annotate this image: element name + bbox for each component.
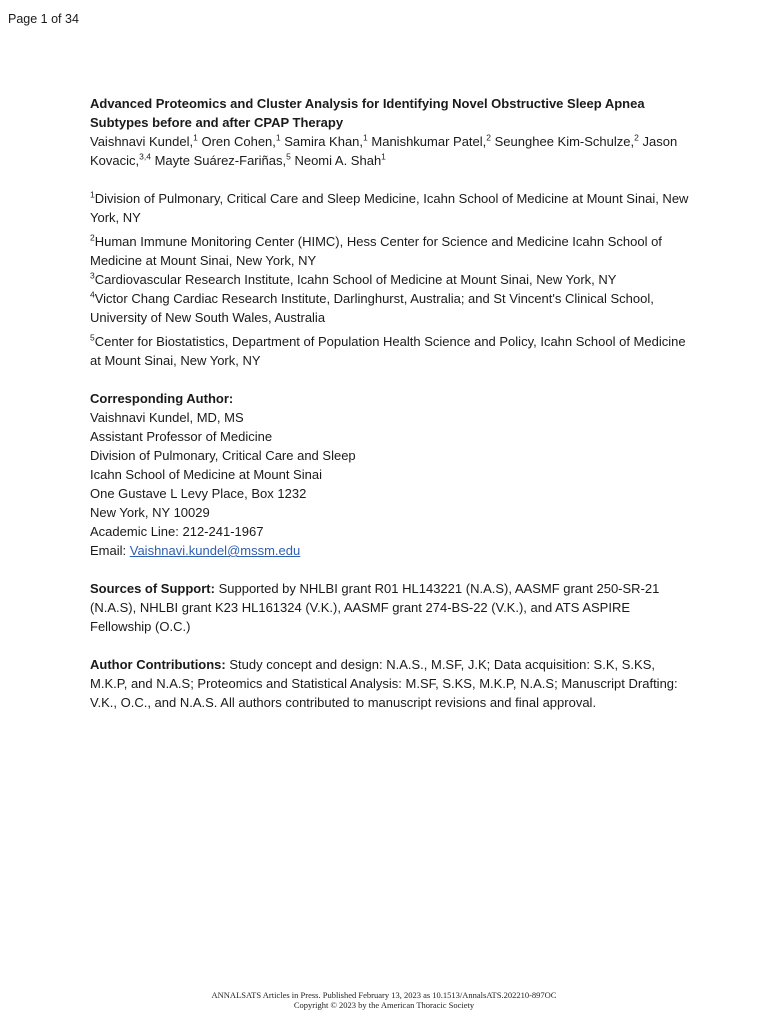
title-page-content xyxy=(90,94,690,712)
author-contributions xyxy=(90,655,690,712)
sources-of-support-label: Sources of Support: xyxy=(90,581,215,596)
corresponding-author-line: Icahn School of Medicine at Mount Sinai xyxy=(90,467,322,482)
affiliation-list xyxy=(90,189,690,370)
author-contributions-label: Author Contributions: xyxy=(90,657,226,672)
email-line xyxy=(90,541,690,560)
author-list xyxy=(90,132,690,170)
email-label: Email: xyxy=(90,543,127,558)
affiliation-marker: 5 xyxy=(90,332,95,343)
author-affiliation-marker: 1 xyxy=(275,132,281,143)
corresponding-author-line: Division of Pulmonary, Critical Care and Sleep xyxy=(90,448,356,463)
affiliation-2 xyxy=(90,232,690,270)
affiliation-1 xyxy=(90,189,690,227)
corresponding-author-line: Vaishnavi Kundel, MD, MS xyxy=(90,410,244,425)
affiliation-3 xyxy=(90,270,690,289)
author-contributions-text: Study concept and design: N.A.S., M.SF, J.K; Data acquisition: S.K, S.KS, M.K.P, and N.A.S; Proteomics and Statistical Analysis: M.SF, S.KS, M.K.P, N.A.S; Manuscript Drafting: V.K., O.C., and N.A.S. All authors contributed to manuscript revisions and final approval. xyxy=(90,657,678,710)
affiliation-text: Victor Chang Cardiac Research Institute, Darlinghurst, Australia; and St Vincent's Clinical School, University of New South Wales, Australia xyxy=(90,291,654,325)
author: Seunghee Kim-Schulze, xyxy=(494,134,635,149)
author: Oren Cohen, xyxy=(201,134,276,149)
author: Manishkumar Patel, xyxy=(371,134,487,149)
author-affiliation-marker: 3,4 xyxy=(139,151,151,162)
affiliation-text: Cardiovascular Research Institute, Icahn School of Medicine at Mount Sinai, New York, NY xyxy=(94,272,617,287)
author: Jason Kovacic, xyxy=(90,134,678,168)
corresponding-author-line: Academic Line: 212-241-1967 xyxy=(90,524,264,539)
affiliation-marker: 1 xyxy=(90,189,95,200)
affiliation-text: Human Immune Monitoring Center (HIMC), Hess Center for Science and Medicine Icahn School of Medicine at Mount Sinai, New York, NY xyxy=(90,234,662,268)
author-affiliation-marker: 2 xyxy=(486,132,492,143)
footer-publication-line: ANNALSATS Articles in Press. Published February 13, 2023 as 10.1513/AnnalsATS.202210-897OC xyxy=(211,990,557,1000)
author-affiliation-marker: 1 xyxy=(363,132,368,143)
sources-of-support-text: Supported by NHLBI grant R01 HL143221 (N.A.S), AASMF grant 250-SR-21 (N.A.S), NHLBI grant K23 HL161324 (V.K.), AASMF grant 274-BS-22 (V.K.), and ATS ASPIRE Fellowship (O.C.) xyxy=(90,581,660,634)
footer-copyright-line: Copyright © 2023 by the American Thoracic Society xyxy=(293,1000,475,1010)
page-footer xyxy=(0,990,768,1010)
affiliation-marker: 2 xyxy=(90,232,95,243)
corresponding-author-heading: Corresponding Author: xyxy=(90,391,234,406)
author: Vaishnavi Kundel, xyxy=(90,134,194,149)
page-number: Page 1 of 34 xyxy=(8,12,79,26)
author-affiliation-marker: 1 xyxy=(193,132,198,143)
author-affiliation-marker: 2 xyxy=(634,132,639,143)
affiliation-4 xyxy=(90,289,690,327)
author-affiliation-marker: 1 xyxy=(381,151,386,162)
sources-of-support xyxy=(90,579,690,636)
affiliation-text: Division of Pulmonary, Critical Care and Sleep Medicine, Icahn School of Medicine at Mount Sinai, New York, NY xyxy=(90,191,689,225)
affiliation-marker: 3 xyxy=(90,270,95,281)
corresponding-author-block xyxy=(90,389,690,560)
author: Samira Khan, xyxy=(284,134,364,149)
author: Neomi A. Shah xyxy=(294,153,382,168)
author-affiliation-marker: 5 xyxy=(286,151,291,162)
affiliation-marker: 4 xyxy=(90,289,95,300)
corresponding-author-line: One Gustave L Levy Place, Box 1232 xyxy=(90,486,307,501)
corresponding-author-line: New York, NY 10029 xyxy=(90,505,210,520)
author: Mayte Suárez-Fariñas, xyxy=(154,153,287,168)
email-link[interactable]: Vaishnavi.kundel@mssm.edu xyxy=(129,543,301,558)
article-title: Advanced Proteomics and Cluster Analysis for Identifying Novel Obstructive Sleep Apnea Subtypes before and after CPAP Therapy xyxy=(90,96,645,130)
affiliation-text: Center for Biostatistics, Department of Population Health Science and Policy, Icahn School of Medicine at Mount Sinai, New York, NY xyxy=(90,334,686,368)
affiliation-5 xyxy=(90,332,690,370)
corresponding-author-line: Assistant Professor of Medicine xyxy=(90,429,273,444)
